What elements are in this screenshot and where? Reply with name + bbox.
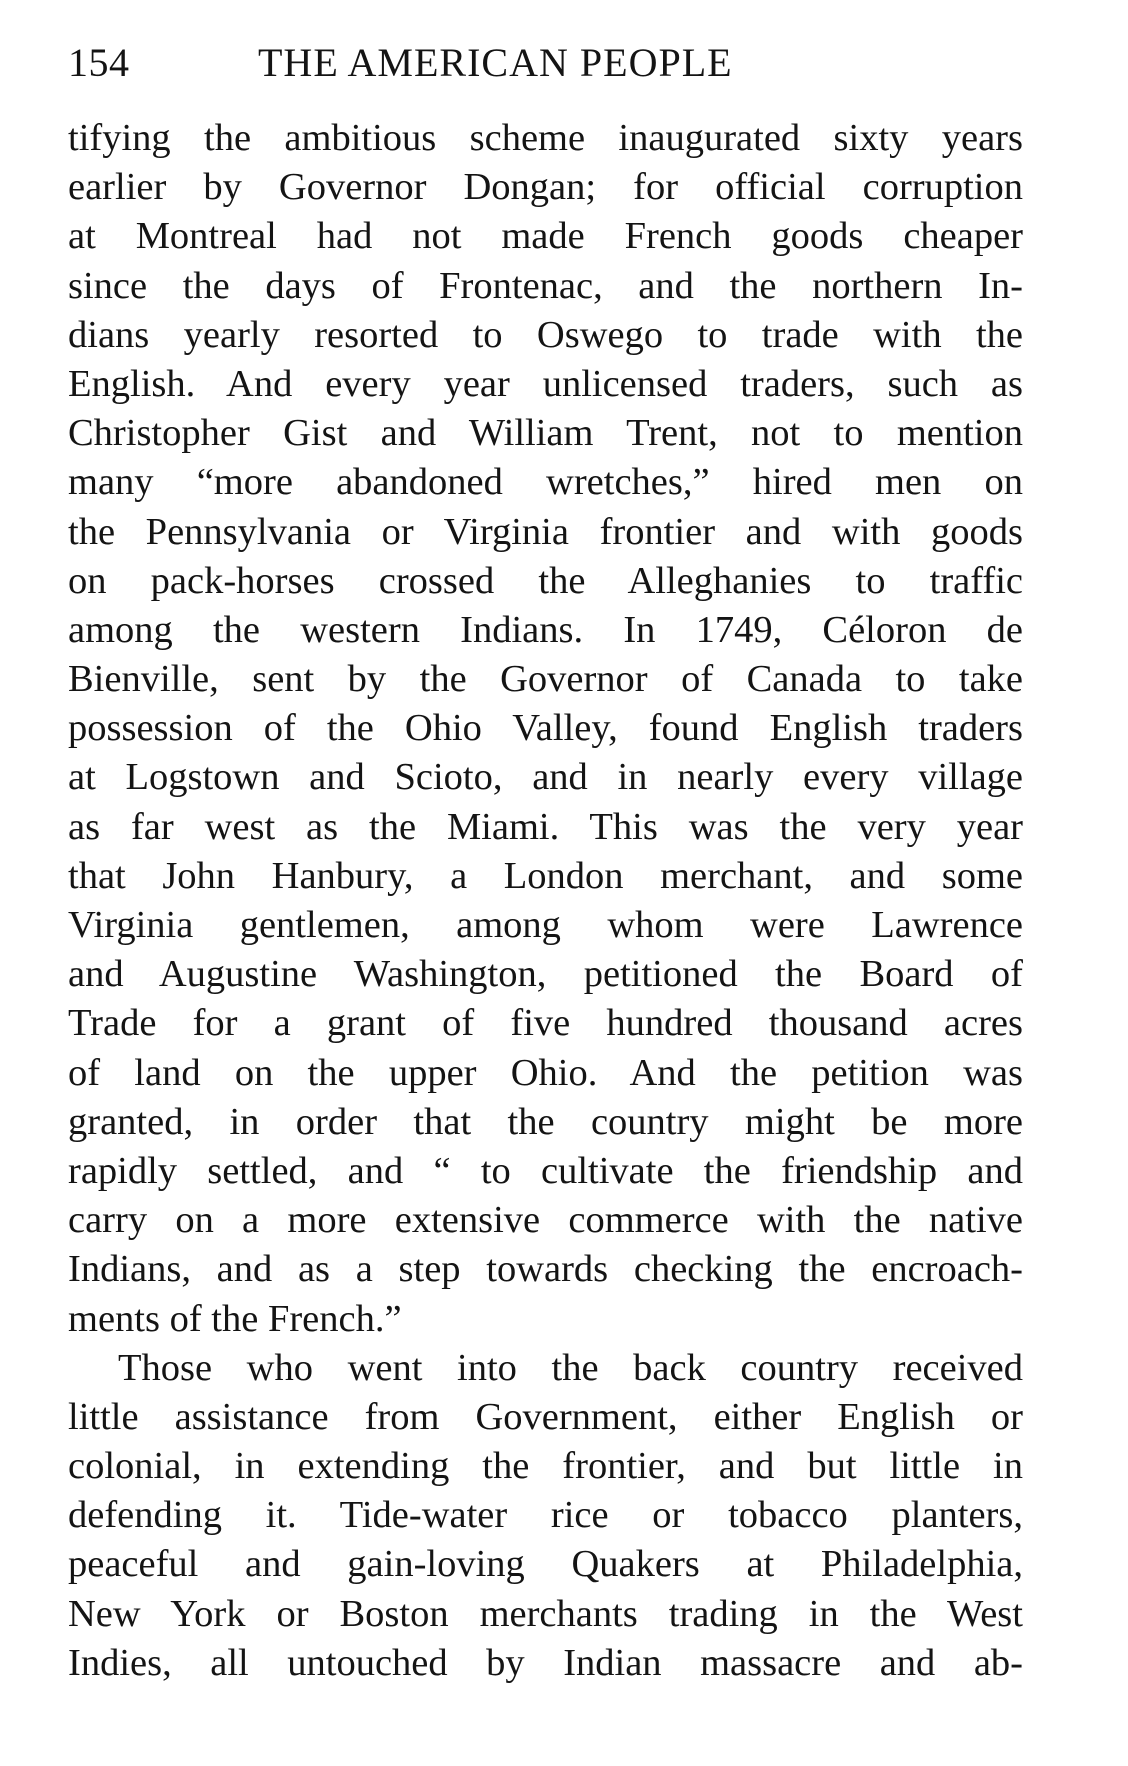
text-line: at Logstown and Scioto, and in nearly every village xyxy=(68,756,1023,799)
text-line: dians yearly resorted to Oswego to trade with the xyxy=(68,313,1023,356)
paragraph xyxy=(68,114,1023,1344)
text-line: little assistance from Government, either English or xyxy=(68,1395,1023,1438)
page-number: 154 xyxy=(68,40,130,85)
text-line: at Montreal had not made French goods cheaper xyxy=(68,215,1023,258)
text-line: Christopher Gist and William Trent, not to mention xyxy=(68,412,1023,455)
text-line: Bienville, sent by the Governor of Canada to take xyxy=(68,658,1023,701)
text-line: among the western Indians. In 1749, Céloron de xyxy=(68,608,1023,651)
text-line: carry on a more extensive commerce with the native xyxy=(68,1199,1023,1242)
text-line: many “more abandoned wretches,” hired men on xyxy=(68,461,1023,504)
text-line: the Pennsylvania or Virginia frontier and with goods xyxy=(68,510,1023,553)
text-line: English. And every year unlicensed traders, such as xyxy=(68,362,1023,405)
text-line: that John Hanbury, a London merchant, and some xyxy=(68,854,1023,897)
text-line: colonial, in extending the frontier, and but little in xyxy=(68,1445,1023,1488)
text-line: and Augustine Washington, petitioned the Board of xyxy=(68,953,1023,996)
page-header xyxy=(68,38,1028,88)
text-line: Indies, all untouched by Indian massacre and ab- xyxy=(68,1641,1023,1684)
text-line: on pack-horses crossed the Alleghanies to traffic xyxy=(68,559,1023,602)
text-line: Those who went into the back country received xyxy=(118,1346,1023,1389)
running-title: THE AMERICAN PEOPLE xyxy=(258,40,733,85)
text-line: granted, in order that the country might be more xyxy=(68,1100,1023,1143)
text-line: ments of the French.” xyxy=(68,1297,402,1340)
text-line: earlier by Governor Dongan; for official corruption xyxy=(68,166,1023,209)
text-line: rapidly settled, and “ to cultivate the friendship and xyxy=(68,1149,1023,1192)
paragraph xyxy=(68,1344,1023,1688)
text-line: possession of the Ohio Valley, found English traders xyxy=(68,707,1023,750)
text-line: as far west as the Miami. This was the very year xyxy=(68,805,1023,848)
text-line: Indians, and as a step towards checking the encroach- xyxy=(68,1248,1023,1291)
text-line: of land on the upper Ohio. And the petition was xyxy=(68,1051,1023,1094)
body-text xyxy=(68,114,1023,1688)
text-line: Virginia gentlemen, among whom were Lawrence xyxy=(68,904,1023,946)
text-line: New York or Boston merchants trading in the West xyxy=(68,1592,1023,1635)
text-line: since the days of Frontenac, and the northern In- xyxy=(68,264,1023,307)
text-line: tifying the ambitious scheme inaugurated sixty years xyxy=(68,117,1023,159)
text-line: Trade for a grant of five hundred thousand acres xyxy=(68,1002,1023,1045)
text-line: peaceful and gain-loving Quakers at Philadelphia, xyxy=(68,1543,1023,1586)
text-line: defending it. Tide-water rice or tobacco planters, xyxy=(68,1494,1023,1537)
